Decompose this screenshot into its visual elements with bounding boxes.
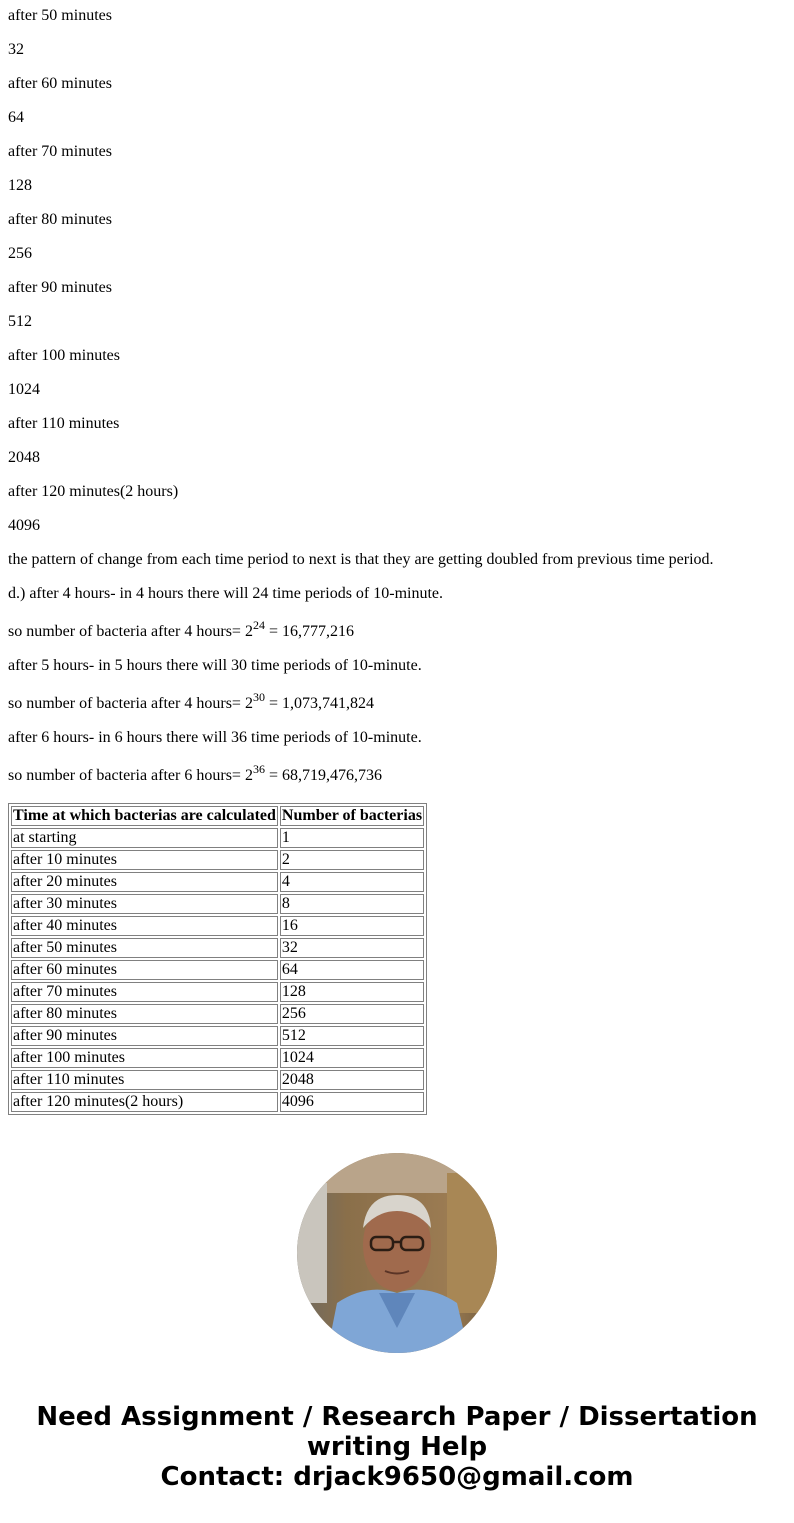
table-header-row bbox=[11, 806, 424, 826]
text-line: 256 bbox=[8, 245, 32, 262]
formula-prefix: so number of bacteria after 6 hours= 2 bbox=[8, 767, 253, 784]
formula-4-hours bbox=[8, 617, 354, 641]
time-cell: after 40 minutes bbox=[11, 916, 278, 936]
count-cell: 1024 bbox=[280, 1048, 424, 1068]
formula-exponent: 36 bbox=[252, 761, 265, 776]
table-row bbox=[11, 850, 424, 870]
time-cell: after 90 minutes bbox=[11, 1026, 278, 1046]
table-row bbox=[11, 916, 424, 936]
time-cell: after 20 minutes bbox=[11, 872, 278, 892]
count-cell: 2 bbox=[280, 850, 424, 870]
column-header-count: Number of bacterias bbox=[281, 807, 423, 824]
text-line: 2048 bbox=[8, 449, 40, 466]
count-cell: 32 bbox=[280, 938, 424, 958]
time-cell: after 10 minutes bbox=[11, 850, 278, 870]
pattern-explanation: the pattern of change from each time period to next is that they are getting doubled from previous time period. bbox=[8, 551, 714, 568]
author-avatar bbox=[297, 1153, 497, 1353]
table-row bbox=[11, 1004, 424, 1024]
table-row bbox=[11, 1048, 424, 1068]
text-line: 1024 bbox=[8, 381, 40, 398]
promo-contact: Contact: drjack9650@gmail.com bbox=[160, 1462, 634, 1492]
text-line: after 100 minutes bbox=[8, 347, 120, 364]
table-row bbox=[11, 1026, 424, 1046]
formula-result: = 68,719,476,736 bbox=[264, 767, 382, 784]
count-cell: 8 bbox=[280, 894, 424, 914]
text-line: 32 bbox=[8, 41, 24, 58]
formula-result: = 1,073,741,824 bbox=[264, 695, 374, 712]
time-cell: after 70 minutes bbox=[11, 982, 278, 1002]
count-cell: 512 bbox=[280, 1026, 424, 1046]
text-line: after 90 minutes bbox=[8, 279, 112, 296]
text-line: after 70 minutes bbox=[8, 143, 112, 160]
count-cell: 4 bbox=[280, 872, 424, 892]
text-line-6-hours: after 6 hours- in 6 hours there will 36 time periods of 10-minute. bbox=[8, 729, 422, 746]
part-d-heading: d.) after 4 hours- in 4 hours there will 24 time periods of 10-minute. bbox=[8, 585, 444, 602]
text-line-5-hours: after 5 hours- in 5 hours there will 30 time periods of 10-minute. bbox=[8, 657, 422, 674]
text-line: after 110 minutes bbox=[8, 415, 120, 432]
formula-prefix: so number of bacteria after 4 hours= 2 bbox=[8, 695, 253, 712]
table-row bbox=[11, 938, 424, 958]
formula-exponent: 24 bbox=[252, 617, 265, 632]
text-line: 64 bbox=[8, 109, 24, 126]
table-row bbox=[11, 960, 424, 980]
formula-6-hours bbox=[8, 761, 382, 785]
count-cell: 16 bbox=[280, 916, 424, 936]
formula-exponent: 30 bbox=[252, 689, 265, 704]
text-line: after 80 minutes bbox=[8, 211, 112, 228]
time-cell: after 120 minutes(2 hours) bbox=[11, 1092, 278, 1112]
promo-banner bbox=[0, 1402, 794, 1492]
count-cell: 4096 bbox=[280, 1092, 424, 1112]
time-cell: after 50 minutes bbox=[11, 938, 278, 958]
promo-line: Need Assignment / Research Paper / Dissertation bbox=[36, 1402, 758, 1432]
column-header-time: Time at which bacterias are calculated bbox=[13, 807, 276, 824]
count-cell: 256 bbox=[280, 1004, 424, 1024]
count-cell: 64 bbox=[280, 960, 424, 980]
text-line: after 50 minutes bbox=[8, 7, 112, 24]
formula-prefix: so number of bacteria after 4 hours= 2 bbox=[8, 623, 253, 640]
table-row bbox=[11, 828, 424, 848]
avatar-photo bbox=[297, 1153, 497, 1353]
count-cell: 1 bbox=[280, 828, 424, 848]
text-line: 512 bbox=[8, 313, 32, 330]
bacteria-table bbox=[8, 803, 427, 1115]
time-cell: after 110 minutes bbox=[11, 1070, 278, 1090]
text-line: after 120 minutes(2 hours) bbox=[8, 483, 179, 500]
count-cell: 2048 bbox=[280, 1070, 424, 1090]
table-row bbox=[11, 1092, 424, 1112]
text-line: after 60 minutes bbox=[8, 75, 112, 92]
time-cell: after 80 minutes bbox=[11, 1004, 278, 1024]
time-cell: after 60 minutes bbox=[11, 960, 278, 980]
table-row bbox=[11, 982, 424, 1002]
formula-result: = 16,777,216 bbox=[264, 623, 354, 640]
formula-5-hours bbox=[8, 689, 374, 713]
text-line: 128 bbox=[8, 177, 32, 194]
time-cell: at starting bbox=[11, 828, 278, 848]
table-row bbox=[11, 894, 424, 914]
text-line: 4096 bbox=[8, 517, 40, 534]
table-row bbox=[11, 1070, 424, 1090]
promo-line: writing Help bbox=[306, 1432, 488, 1462]
time-cell: after 100 minutes bbox=[11, 1048, 278, 1068]
count-cell: 128 bbox=[280, 982, 424, 1002]
time-cell: after 30 minutes bbox=[11, 894, 278, 914]
table-row bbox=[11, 872, 424, 892]
